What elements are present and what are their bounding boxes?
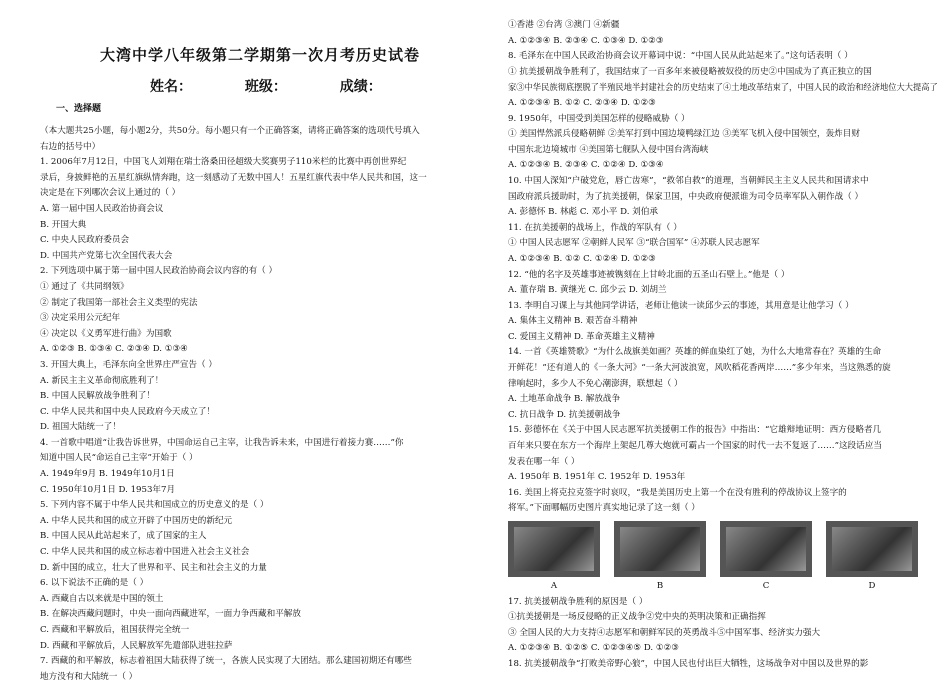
- text-line: 9. 1950年，中国受到美国怎样的侵略威胁（ ）: [508, 113, 690, 124]
- text-line: 12. “他的名字及英雄事迹被镌刻在上甘岭北面的五圣山石壁上。”他是（ ）: [508, 269, 790, 280]
- text-line: D. 新中国的成立，壮大了世界和平、民主和社会主义的力量: [40, 562, 267, 573]
- text-line: A. 中华人民共和国的成立开辟了中国历史的新纪元: [40, 515, 233, 526]
- text-line: 地方没有和大陆统一（ ）: [40, 671, 138, 682]
- photo-label-c: C: [762, 581, 770, 591]
- text-line: A. 1949年9月 B. 1949年10月1日: [40, 469, 175, 480]
- text-line: ② 制定了我国第一部社会主义类型的宪法: [40, 297, 198, 308]
- text-line: C. 西藏和平解放后，祖国获得完全统一: [40, 625, 190, 635]
- text-line: 17. 抗美援朝战争胜利的原因是（ ）: [508, 596, 648, 607]
- text-line: 14. 一首《英雄赞歌》“为什么战旗美如画？英雄的鲜血染红了她，为什么大地常春在？英雄的生命: [508, 347, 882, 358]
- history-photo-a: [508, 521, 600, 577]
- text-line: A. 第一届中国人民政治协商会议: [40, 203, 164, 214]
- name-label: 姓名：: [150, 79, 192, 95]
- text-line: 7. 西藏的和平解放，标志着祖国大陆获得了统一，各族人民实现了大团结。那么建国初期还有哪些: [40, 656, 412, 667]
- right-questions-top: [508, 18, 938, 517]
- text-line: A. ①②③④ B. ①② C. ②③④ D. ①②③: [508, 97, 656, 108]
- student-info-row: [150, 76, 470, 96]
- text-line: 将军。”下面哪幅历史图片真实地记录了这一刻（ ）: [508, 503, 700, 514]
- text-line: ①抗美援朝是一场反侵略的正义战争②党中央的英明决策和正确指挥: [508, 612, 766, 623]
- text-line: 中国东北边境城市 ④美国第七舰队入侵中国台湾海峡: [508, 144, 709, 155]
- text-line: 6. 以下说法不正确的是（ ）: [40, 578, 149, 589]
- text-line: ①香港 ②台湾 ③澳门 ④新疆: [508, 20, 620, 30]
- text-line: 10. 中国人深知“户破党危，唇亡齿寒”，“救邻自救”的道理，当朝鲜民主主义人民共和国请求中: [508, 175, 869, 186]
- text-line: C. 爱国主义精神 D. 革命英雄主义精神: [508, 331, 655, 342]
- text-line: 知道中国人民“命运自己主宰”开始于（ ）: [40, 453, 198, 464]
- text-line: C. 中华人民共和国中央人民政府今天成立了！: [40, 406, 216, 417]
- score-label: 成绩：: [339, 79, 382, 95]
- text-line: A. 董存瑞 B. 黄继光 C. 邱少云 D. 刘胡兰: [508, 285, 667, 296]
- text-line: 15. 彭德怀在《关于中国人民志愿军抗美援朝工作的报告》中指出：“它雄辩地证明：西方侵略者几: [508, 425, 882, 436]
- text-line: A. 新民主主义革命彻底胜利了！: [40, 375, 164, 386]
- text-line: 18. 抗美援朝战争“打败美帝野心狼”，中国人民也付出巨大牺牲，这场战争对中国以及世界的影: [508, 658, 869, 669]
- right-column: [508, 18, 938, 673]
- text-line: A. ①②③④ B. ②③④ C. ①②④ D. ①③④: [508, 160, 664, 171]
- text-line: A. 西藏自古以来就是中国的领土: [40, 593, 164, 604]
- text-line: ③ 全国人民的大力支持④志愿军和朝鲜军民的英勇战斗⑤中国军事、经济实力强大: [508, 627, 821, 638]
- text-line: C. 中华人民共和国的成立标志着中国进入社会主义社会: [40, 547, 250, 558]
- text-line: 国政府派兵援助时，为了抗美援朝，保家卫国，中央政府便派谁为司令员率军队入朝作战（ ）: [508, 191, 864, 202]
- text-line: ④ 决定以《义勇军进行曲》为国歌: [40, 328, 172, 339]
- text-line: 发表在哪一年（ ）: [508, 456, 580, 467]
- text-line: 决定是在下列哪次会议上通过的（ ）: [40, 188, 181, 199]
- text-line: A. ①②③ B. ①③④ C. ②③④ D. ①③④: [40, 344, 188, 355]
- exam-title: 大湾中学八年级第二学期第一次月考历史试卷: [100, 46, 421, 64]
- text-line: C. 抗日战争 D. 抗美援朝战争: [508, 409, 621, 420]
- text-line: ① 中国人民志愿军 ②朝鲜人民军 ③“联合国军” ④苏联人民志愿军: [508, 238, 760, 249]
- text-line: 5. 下列内容不属于中华人民共和国成立的历史意义的是（ ）: [40, 500, 269, 511]
- text-line: 13. 李明自习课上与其他同学讲话，老师让他读一读邱少云的事迹，其用意是让他学习（ ）: [508, 300, 854, 311]
- history-photo-b: [614, 521, 706, 577]
- text-line: A. 1950年 B. 1951年 C. 1952年 D. 1953年: [508, 472, 686, 483]
- text-line: 1. 2006年7月12日，中国飞人刘翔在瑞士洛桑田径超级大奖赛男子110米栏的比赛中再创世界纪: [40, 157, 407, 168]
- text-line: B. 开国大典: [40, 219, 87, 230]
- class-label: 班级：: [244, 79, 287, 95]
- text-line: ① 美国悍然派兵侵略朝鲜 ②美军打到中国边境鸭绿江边 ③美军飞机入侵中国领空，轰炸目财: [508, 129, 860, 140]
- text-line: （本大题共25小题，每小题2分，共50分。每小题只有一个正确答案，请将正确答案的选项代号填入: [40, 126, 420, 136]
- text-line: 录后，身披鲜艳的五星红旗纵情奔跑，这一刻感动了无数中国人！五星红旗代表中华人民共和国，这一: [40, 172, 427, 183]
- photo-labels: [508, 579, 938, 595]
- text-line: ① 通过了《共同纲领》: [40, 281, 129, 292]
- text-line: A. ①②③④ B. ①②⑤ C. ①②③④⑤ D. ①②③: [508, 643, 679, 654]
- right-questions-bottom: [508, 595, 938, 673]
- text-line: 16. 美国上将克拉克签字时哀叹，“我是美国历史上第一个在没有胜利的停战协议上签字的: [508, 487, 847, 498]
- text-line: A. 土地革命战争 B. 解放战争: [508, 394, 621, 405]
- photo-row: [508, 521, 938, 577]
- section-heading: 一、选择题: [56, 104, 102, 114]
- text-line: ① 抗美援朝战争胜利了，我国结束了一百多年来被侵略被奴役的历史②中国成为了真正独立的国: [508, 66, 872, 77]
- text-line: A. ①②③④ B. ②③④ C. ①③④ D. ①②③: [508, 35, 664, 46]
- text-line: C. 1950年10月1日 D. 1953年7月: [40, 484, 176, 495]
- photo-label-d: D: [868, 581, 876, 591]
- text-line: B. 中国人民解放战争胜利了！: [40, 391, 155, 402]
- text-line: C. 中央人民政府委员会: [40, 235, 130, 246]
- history-photo-d: [826, 521, 918, 577]
- text-line: B. 中国人民从此站起来了，成了国家的主人: [40, 531, 207, 542]
- text-line: D. 中国共产党第七次全国代表大会: [40, 250, 173, 261]
- text-line: 家③中华民族彻底摆脱了半殖民地半封建社会的历史结束了④土地改革结束了，中国人民的政治和经济地位大大提高了: [508, 82, 938, 93]
- photo-label-b: B: [656, 581, 664, 591]
- text-line: A. ①②③④ B. ①② C. ①②④ D. ①②③: [508, 253, 656, 264]
- text-line: 4. 一首歌中唱道“让我告诉世界，中国命运自己主宰，让我告诉未来，中国进行着接力赛……”你: [40, 437, 404, 448]
- text-line: A. 集体主义精神 B. 艰苦奋斗精神: [508, 316, 638, 327]
- text-line: A. 彭德怀 B. 林彪 C. 邓小平 D. 刘伯承: [508, 207, 658, 218]
- text-line: 3. 开国大典上，毛泽东向全世界庄严宣告（ ）: [40, 359, 217, 370]
- text-line: 百年来只要在东方一个海岸上架起几尊大炮就可霸占一个国家的时代一去不复返了……”这段话应当: [508, 441, 882, 452]
- history-photo-c: [720, 521, 812, 577]
- left-column: [40, 124, 460, 685]
- text-line: D. 祖国大陆统一了！: [40, 422, 121, 433]
- text-line: 律响起时，多少人不免心潮澎湃，联想起（ ）: [508, 378, 683, 389]
- text-line: 11. 在抗美援朝的战场上，作战的军队有（ ）: [508, 222, 682, 233]
- text-line: 8. 毛泽东在中国人民政治协商会议开幕词中说：“中国人民从此站起来了。”这句话表明（ ）: [508, 51, 853, 62]
- photo-label-a: A: [550, 581, 558, 591]
- text-line: 右边的括号中）: [40, 141, 101, 152]
- text-line: D. 西藏和平解放后，人民解放军先遣部队进驻拉萨: [40, 640, 233, 651]
- text-line: ③ 决定采用公元纪年: [40, 313, 121, 324]
- text-line: B. 在解决西藏问题时，中央一面向西藏进军，一面力争西藏和平解放: [40, 609, 301, 620]
- text-line: 2. 下列选项中属于第一届中国人民政治协商会议内容的有（ ）: [40, 266, 278, 277]
- text-line: 开鲜花！”还有道人的《一条大河》“一条大河波浪宽，风吹稻花香两岸……”多少年来，当这熟悉的旋: [508, 363, 891, 374]
